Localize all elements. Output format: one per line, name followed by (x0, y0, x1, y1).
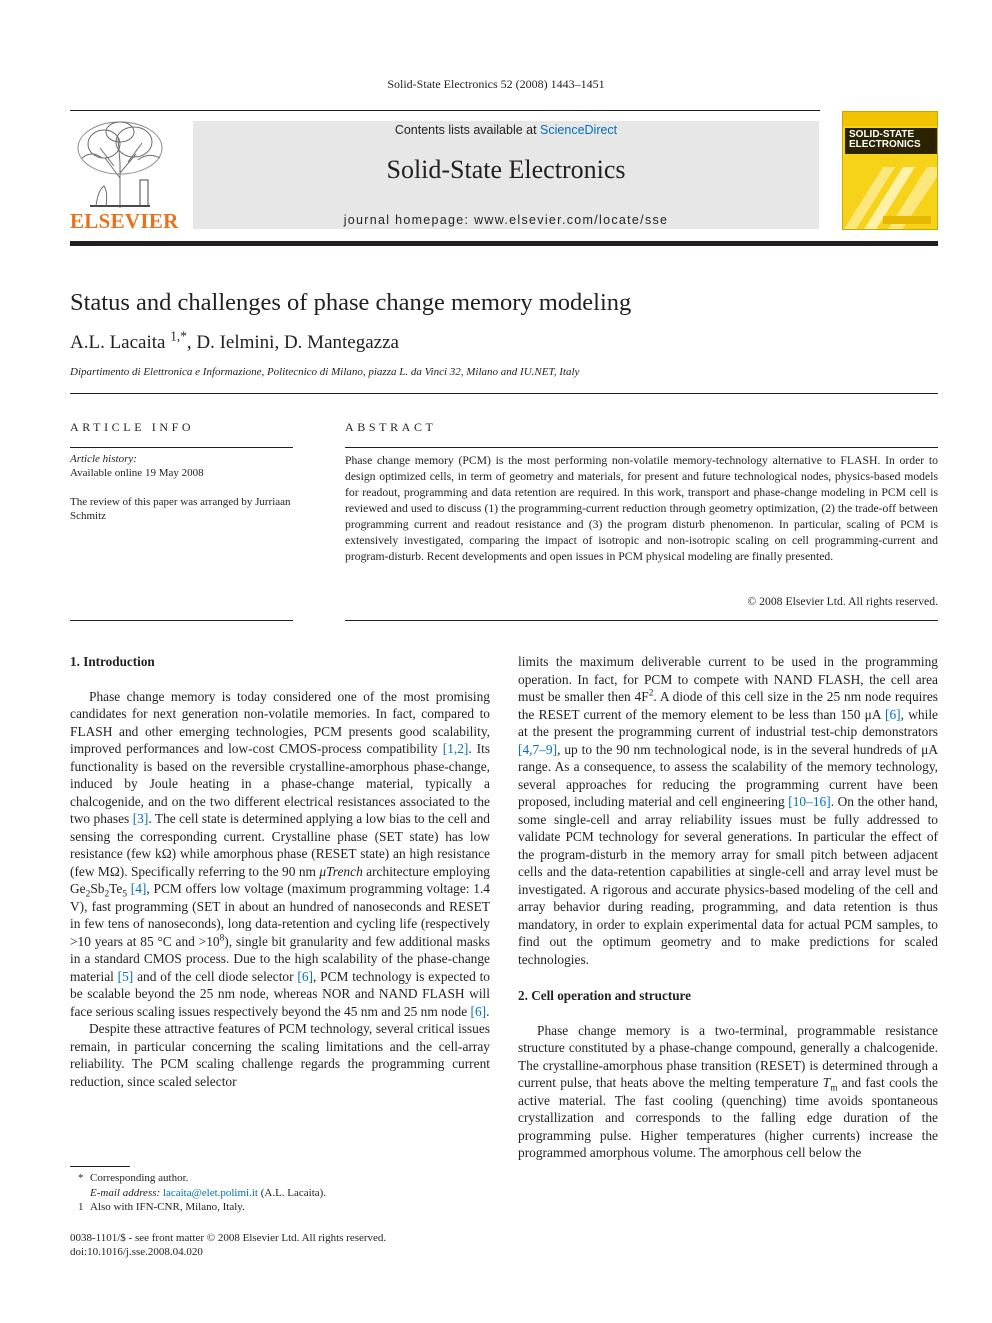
citation-link[interactable]: [6] (470, 1003, 487, 1019)
author-others: , D. Ielmini, D. Mantegazza (186, 332, 399, 353)
journal-title: Solid-State Electronics (386, 155, 626, 184)
footnote-affiliation: 1 Also with IFN-CNR, Milano, Italy. (78, 1201, 245, 1213)
citation-link[interactable]: [10–16] (788, 794, 831, 809)
header-bottom-rule (70, 241, 938, 246)
abstract-heading: ABSTRACT (345, 420, 437, 434)
contents-line (193, 123, 819, 137)
abstract-text: Phase change memory (PCM) is the most performing non-volatile memory-technology alternative to FLASH. In order to design optimized cells, in term of geometry and materials, for present and future technological nodes, physics-based models for readout, programming and data retention are required. In this work, transport and phase-change modeling in PCM cell is reviewed and used to discuss (1) the programming-current reduction through geometry optimization, (2) the trade-off between programming current and readout resistance and (3) the program disturb phenomenon. In particular, scaling of PCM is extensively investigated, comparing the impact of isotropic and non-isotropic scaling on cell programming-current and program-disturb. Recent developments and open issues in PCM physical modeling are finally presented. (345, 454, 938, 563)
elsevier-tree-icon (70, 118, 170, 210)
abstract-bottom-rule (345, 620, 938, 621)
section-1-heading: 1. Introduction (70, 654, 155, 669)
journal-cover-image (842, 111, 938, 230)
section-2-heading: 2. Cell operation and structure (518, 988, 692, 1003)
article-info-heading: ARTICLE INFO (70, 420, 195, 434)
intro-paragraph-3: limits the maximum deliverable current to be used in the programming operation. In fact, for PCM to compete with NAND FLASH, the cell area must be smaller then $4F^2$. A diode of this cell size in the 25 nm node requires the RESET current of the memory element to be less than 150 μA [6], while at the present the programming current of industrial test-chip demonstrators [4,7–9], up to the 90 nm technological node, is in the several hundreds of μA range. As a consequence, to assess the scalability of the memory technology, several approaches for reducing the programming current have been proposed, including material and cell engineering [10–16]. On the other hand, some single-cell and array reliability issues must be fully addressed to validate PCM technology for several generations. In particular the effect of the program-disturb in the memory array for small pitch between adjacent cells and the data-retention capabilities at single-cell and array level must be investigated. A rigorous and accurate physics-based modeling of the cell and array behavior during reading, programming, and data retention is thus mandatory, in order to explain experimental data for actual PCM samples, to find out the optimum geometry and to make predictions for scaled technologies. (518, 654, 938, 967)
intro-paragraph-2: Despite these attractive features of PCM technology, several critical issues remain, in particular concerning the scaling limitations and the cell-array reliability. The PCM scaling challenge regards the programming current reduction, since scaled selector (70, 1021, 490, 1089)
citation-link[interactable]: [5] (117, 968, 134, 984)
front-matter-rule (70, 393, 938, 394)
abstract-top-rule (345, 447, 938, 448)
footnote-corresponding: * Corresponding author. (78, 1172, 189, 1184)
section-2-paragraph-1: Phase change memory is a two-terminal, programmable resistance structure constituted by a phase-change compound, generally a chalcogenide. The crystalline-amorphous phase transition (RESET) is determined through a current pulse, that heats above the melting temperature $T_m$ and fast cools the active material. The fast cooling (quenching) time avoids spontaneous crystallization and corresponds to the falling edge duration of the programming pulse. Higher temperatures (higher currents) increase the programmed amorphous volume. The amorphous cell below the (518, 1022, 938, 1160)
header-top-rule (70, 110, 820, 111)
footnote-rule (70, 1166, 130, 1167)
affiliation: Dipartimento di Elettronica e Informazione, Politecnico di Milano, piazza L. da Vinci 32, Milano and IU.NET, Italy (70, 366, 580, 378)
cover-subtitle: An international journal (849, 156, 901, 162)
citation-link[interactable]: [6] (885, 706, 901, 722)
citation-link[interactable]: [1,2] (442, 741, 469, 756)
article-title: Status and challenges of phase change memory modeling (70, 289, 632, 316)
article-info-top-rule (70, 447, 293, 448)
elsevier-wordmark: ELSEVIER (70, 209, 179, 233)
citation-link[interactable]: [4] (130, 881, 147, 896)
article-info (70, 452, 295, 523)
cover-title: SOLID-STATE ELECTRONICS (849, 129, 921, 150)
publication-identifiers (70, 1231, 386, 1259)
abstract-copyright: © 2008 Elsevier Ltd. All rights reserved. (747, 595, 938, 608)
footnotes (78, 1171, 326, 1215)
author-list (70, 328, 399, 354)
issn-line: 0038-1101/$ - see front matter © 2008 Elsevier Ltd. All rights reserved. (70, 1232, 387, 1244)
citation-link[interactable]: [3] (132, 811, 149, 826)
history-value: Available online 19 May 2008 (70, 467, 204, 479)
journal-citation: Solid-State Electronics 52 (2008) 1443–1451 (387, 77, 605, 91)
article-info-bottom-rule (70, 620, 293, 621)
journal-homepage-link[interactable]: journal homepage: www.elsevier.com/locate/sse (343, 213, 669, 227)
citation-link[interactable]: [4,7–9] (518, 741, 558, 757)
review-note: The review of this paper was arranged by Jurriaan Schmitz (70, 496, 291, 522)
footnote-email: E-mail address: lacaita@elet.polimi.it (A.L. Lacaita). (90, 1186, 327, 1199)
email-link[interactable]: lacaita@elet.polimi.it (162, 1186, 258, 1199)
citation-link[interactable]: [6] (297, 968, 313, 984)
author-lacaita[interactable]: A.L. Lacaita (70, 332, 166, 353)
body-column-right (518, 653, 938, 1162)
body-column-left (70, 653, 490, 1090)
doi-line[interactable]: doi:10.1016/j.sse.2008.04.020 (70, 1246, 203, 1258)
intro-paragraph-1: Phase change memory is today considered one of the most promising candidates for next generation non-volatile memories. In fact, compared to FLASH and other emerging technologies, PCM presents good scalability, improved performances and low-cost CMOS-process compatibility [1,2]. Its functionality is based on the reversible crystalline-amorphous phase-change, induced by Joule heating in a phase-change material, typically a chalcogenide, and on the two different electrical resistances associated to the two phases [3]. The cell state is determined applying a low bias to the cell and sensing the corresponding current. Crystalline phase (SET state) has low resistance (few kΩ) while amorphous phase (RESET state) an high resistance (few MΩ). Specifically referring to the 90 nm μTrench architecture employing $Ge_2Sb_2Te_5$ [4], PCM offers low voltage (maximum programming voltage: 1.4 V), fast programming (SET in about an hundred of nanoseconds and RESET in few tens of nanoseconds), long data-retention and cycling life (respectively >10 years at 85 °C and $>10^8$), single bit granularity and few additional masks in a standard CMOS process. Due to the high scalability of the phase-change material [5] and of the cell diode selector [6], PCM technology is expected to be scalable beyond the 25 nm node, whereas NOR and NAND FLASH will face serious scaling issues respectively beyond the 45 nm and 25 nm node [6]. (70, 688, 490, 1019)
contents-prefix: Contents lists available at (394, 123, 541, 137)
sciencedirect-link[interactable]: ScienceDirect (540, 123, 618, 137)
author-marks[interactable]: 1,* (170, 328, 187, 344)
elsevier-logo (70, 118, 179, 234)
history-label: Article history: (70, 453, 137, 465)
journal-header-box (193, 121, 819, 229)
